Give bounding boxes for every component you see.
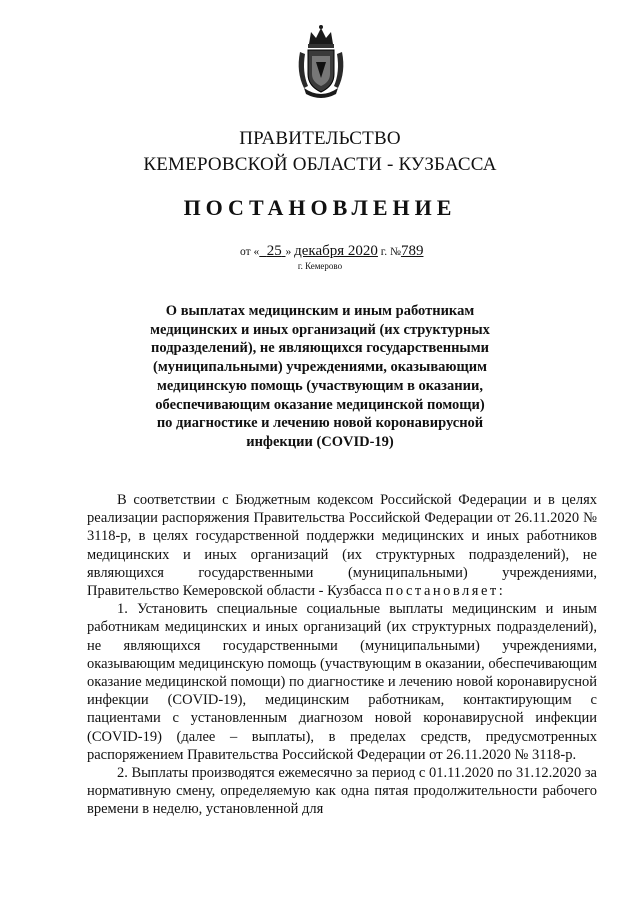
postanovlyaet-word: постановляет: — [385, 583, 506, 600]
city-label: г. Кемерово — [297, 261, 343, 271]
document-body — [87, 491, 597, 819]
paragraph-item-1: 1. Установить специальные социальные выплаты медицинским и иным работникам медицинских и иных организаций (их структурных подразделений), не являющихся государственными (муниципальными) учреждениями, оказывающим медицинскую помощь (участвующим в оказании, обеспечивающим оказание медицинской помощи) по диагностике и лечению новой коронавирусной инфекции (COVID-19), медицинским работникам, контактирующим с пациентами с установленным диагнозом новой коронавирусной инфекции (COVID-19) (далее – выплаты), в пределах средств, предусмотренных распоряжением Правительства Российской Федерации от 26.11.2020 № 3118-р. — [87, 601, 598, 763]
government-title-line2: КЕМЕРОВСКОЙ ОБЛАСТИ - КУЗБАССА — [143, 154, 497, 175]
year-suffix: г. — [380, 246, 388, 258]
document-subject: О выплатах медицинским и иным работникам медицинских и иных организаций (их структурных подразделений), не являющихся государственными (муниципальными) учреждениями, оказывающим медицинскую помощь (участвующим в оказании, обеспечивающим оказание медицинской помощи) по диагностике и лечению новой коронавирусной инфекции (COVID-19) — [150, 303, 490, 450]
document-type-heading: ПОСТАНОВЛЕНИЕ — [183, 195, 457, 220]
number-prefix: № — [389, 246, 401, 258]
government-title-line1: ПРАВИТЕЛЬСТВО — [239, 128, 401, 149]
document-date-number — [240, 243, 423, 260]
date-day: 25 — [266, 243, 282, 259]
date-mid: » — [285, 246, 292, 258]
date-month-year: декабря 2020 — [294, 243, 378, 259]
date-prefix: от « — [240, 246, 260, 258]
paragraph-item-2: 2. Выплаты производятся ежемесячно за период с 01.11.2020 по 31.12.2020 за нормативную смену, определяемую как одна пятая продолжительности рабочего времени в неделю, установленной для — [87, 765, 597, 818]
document-number: 789 — [400, 243, 424, 259]
paragraph-preamble: В соответствии с Бюджетным кодексом Российской Федерации и в целях реализации распоряжения Правительства Российской Федерации от 26.11.2020 № 3118-р, в целях государственной поддержки медицинских и иных работников медицинских и иных организаций (их структурных подразделений), не являющихся государственными (муниципальными) учреждениями, Правительство Кемеровской области - Кузбасса постановляет: — [87, 492, 597, 600]
coat-of-arms-emblem — [296, 22, 346, 102]
